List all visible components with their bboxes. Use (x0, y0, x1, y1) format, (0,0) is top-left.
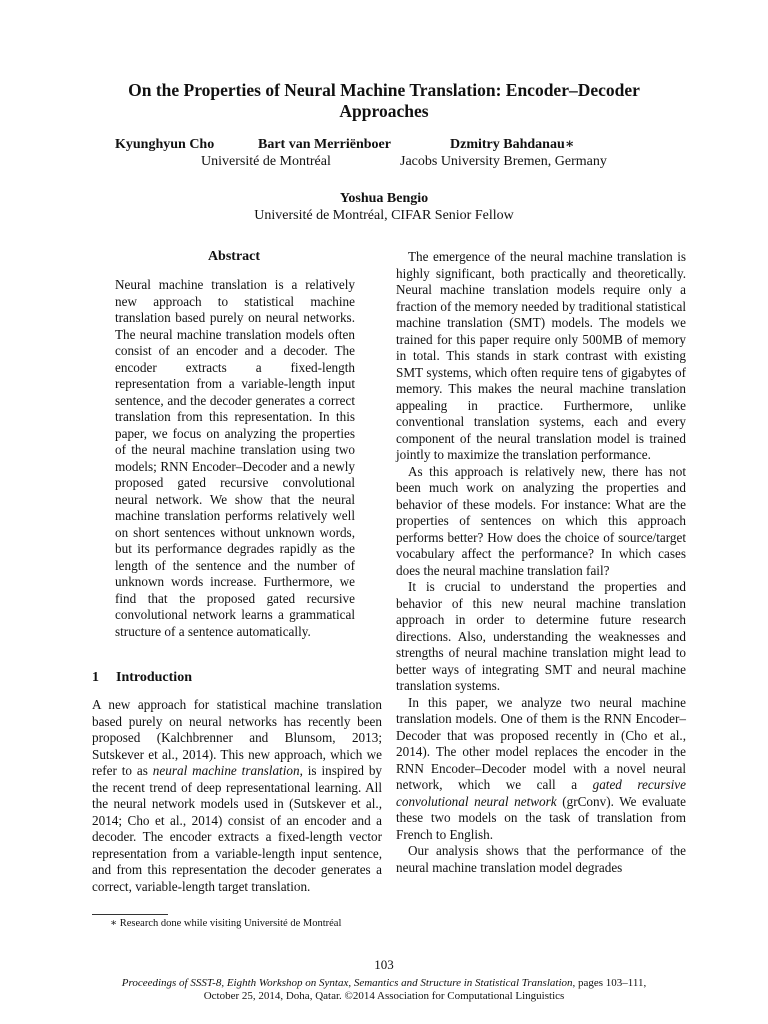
proceedings-footer (60, 977, 708, 1002)
abstract-heading: Abstract (207, 249, 261, 264)
author-name: Bart van Merriënboer (258, 137, 391, 152)
proceedings-date: October 25, 2014, Doha, Qatar. ©2014 Association for Computational Linguistics (203, 989, 565, 1002)
author-name: Dzmitry Bahdanau∗ (450, 137, 575, 152)
footnote-rule (92, 914, 168, 915)
author-affiliation: Université de Montréal (201, 154, 331, 169)
body-paragraph: It is crucial to understand the properties and behavior of this new neural machine translation approach in order to determine future research directions. Also, understanding the weaknesses and strengths of neural machine translation might lead to better ways of integrating SMT and neural machine translation systems. (396, 579, 686, 693)
intro-paragraph: A new approach for statistical machine translation based purely on neural networks has recently been proposed (Kalchbrenner and Blunsom, 2013; Sutskever et al., 2014). This new approach, which we refer to as neural machine translation, is inspired by the recent trend of deep representational learning. All the neural network models used in (Sutskever et al., 2014; Cho et al., 2014) consist of an encoder and a decoder. The encoder extracts a fixed-length vector representation from a variable-length input sentence, and from this representation the decoder generates a correct, variable-length target translation. (92, 697, 383, 894)
body-paragraph: The emergence of the neural machine translation is highly significant, both practically and theoretically. Neural machine translation models require only a fraction of the memory needed by traditional statistical machine translation (SMT) models. The models we trained for this paper require only 500MB of memory in total. This stands in stark contrast with existing SMT systems, which often require tens of gigabytes of memory. This makes the neural machine translation appealing in practice. Furthermore, unlike conventional translation systems, each and every component of the neural translation model is trained jointly to maximize the translation performance. (396, 249, 686, 462)
section-heading (92, 669, 192, 686)
author-affiliation: Université de Montréal, CIFAR Senior Fellow (254, 208, 514, 223)
page-number: 103 (374, 957, 394, 972)
emphasis-term: neural machine translation (152, 763, 300, 778)
paper-title: On the Properties of Neural Machine Translation: Encoder–Decoder Approaches (128, 80, 640, 121)
emphasis-term: gated recursive convolutional neural network (396, 777, 686, 809)
body-paragraph: In this paper, we analyze two neural machine translation models. One of them is the RNN Encoder–Decoder that was proposed recently in (Cho et al., 2014). The other model replaces the encoder in the RNN Encoder–Decoder model with a novel neural network, which we call a gated recursive convolutional neural network (grConv). We evaluate these two models on the task of translation from French to English. (396, 694, 687, 842)
author-name: Kyunghyun Cho (115, 137, 215, 152)
abstract-text: Neural machine translation is a relatively new approach to statistical machine translation based purely on neural networks. The neural machine translation models often consist of an encoder and a decoder. The encoder extracts a fixed-length representation from a variable-length input sentence, and the decoder generates a correct translation from this representation. In this paper, we focus on analyzing the properties of the neural machine translation using two models; RNN Encoder–Decoder and a newly proposed gated recursive convolutional neural network. We show that the neural machine translation performs relatively well on short sentences without unknown words, but its performance degrades rapidly as the length of the sentence and the number of unknown words increase. Furthermore, we find that the proposed gated recursive convolutional network learns a grammatical structure of a sentence automatically. (115, 277, 355, 639)
footnote: ∗ Research done while visiting Université de Montréal (110, 918, 342, 929)
author-affiliation: Jacobs University Bremen, Germany (400, 154, 607, 169)
body-paragraph: Our analysis shows that the performance of the neural machine translation model degrades (396, 843, 686, 875)
proceedings-venue: Proceedings of SSST-8, Eighth Workshop on Syntax, Semantics and Structure in Statistical Translation (121, 977, 573, 989)
author-name: Yoshua Bengio (339, 191, 429, 206)
body-paragraph: As this approach is relatively new, there has not been much work on analyzing the properties and behavior of these models. For instance: What are the properties of sentences on which this approach performs better? How does the choice of source/target vocabulary affect the performance? In which cases does the neural machine translation fail? (396, 463, 686, 578)
left-column-body (92, 697, 382, 895)
section-title: Introduction (116, 670, 192, 685)
section-number: 1 (92, 670, 99, 685)
right-column-body (396, 249, 686, 876)
proceedings-pages: , pages 103–111, (572, 977, 647, 989)
